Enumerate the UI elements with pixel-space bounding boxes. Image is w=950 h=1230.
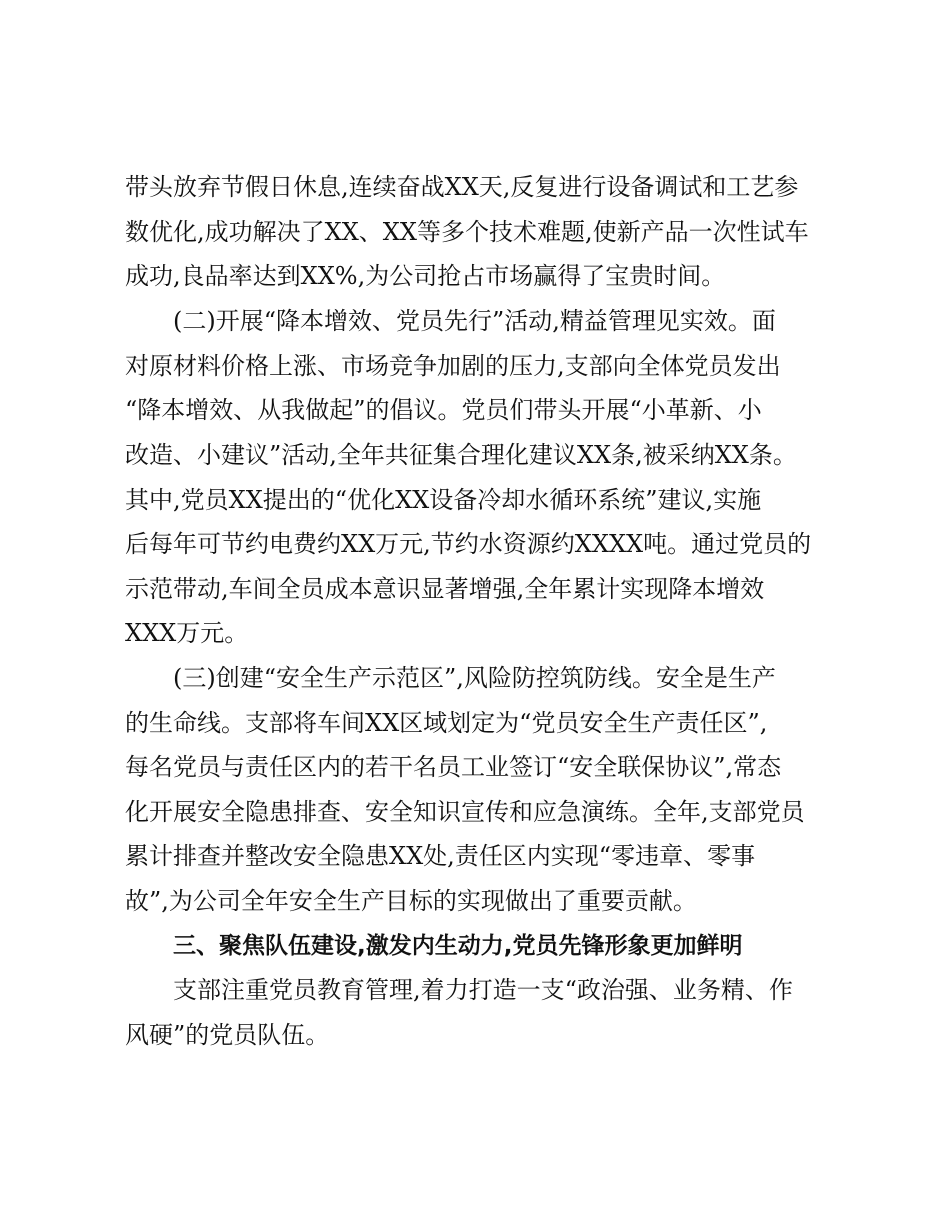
section-heading: 三、聚焦队伍建设,激发内生动力,党员先锋形象更加鲜明 [173, 933, 743, 959]
body-text-line: “降本增效、从我做起”的倡议。党员们带头开展“小革新、小 [125, 396, 762, 424]
body-text-line: 改造、小建议”活动,全年共征集合理化建议XX条,被采纳XX条。 [125, 441, 797, 469]
body-text-line: 成功,良品率达到XX%,为公司抢占市场赢得了宝贵时间。 [125, 262, 726, 290]
body-text-line: 后每年可节约电费约XX万元,节约水资源约XXXX吨。通过党员的 [125, 530, 812, 558]
body-text-line: 累计排查并整改安全隐患XX处,责任区内实现“零违章、零事 [125, 842, 756, 870]
body-text-line: 化开展安全隐患排查、安全知识宣传和应急演练。全年,支部党员 [125, 798, 805, 826]
body-text-line: 对原材料价格上涨、市场竞争加剧的压力,支部向全体党员发出 [125, 352, 781, 380]
body-text-line: 支部注重党员教育管理,着力打造一支“政治强、业务精、作 [173, 976, 793, 1004]
body-text-line: 数优化,成功解决了XX、XX等多个技术难题,使新产品一次性试车 [125, 218, 809, 246]
body-text-line: 其中,党员XX提出的“优化XX设备冷却水循环系统”建议,实施 [125, 486, 762, 514]
body-text-line: 故”,为公司全年安全生产目标的实现做出了重要贡献。 [125, 887, 697, 915]
section-2-lead-line: (二)开展“降本增效、党员先行”活动,精益管理见实效。面 [173, 307, 776, 335]
section-3-lead-line: (三)创建“安全生产示范区”,风险防控筑防线。安全是生产 [173, 664, 776, 692]
body-text-line: 示范带动,车间全员成本意识显著增强,全年累计实现降本增效 [125, 575, 765, 603]
body-text-line: 风硬”的党员队伍。 [125, 1021, 330, 1049]
body-text-line: 的生命线。支部将车间XX区域划定为“党员安全生产责任区”, [125, 709, 768, 737]
body-text-line: 每名党员与责任区内的若干名员工业签订“安全联保协议”,常态 [125, 753, 782, 781]
body-text-line: XXX万元。 [125, 619, 249, 647]
body-text-line: 带头放弃节假日休息,连续奋战XX天,反复进行设备调试和工艺参 [125, 173, 799, 201]
